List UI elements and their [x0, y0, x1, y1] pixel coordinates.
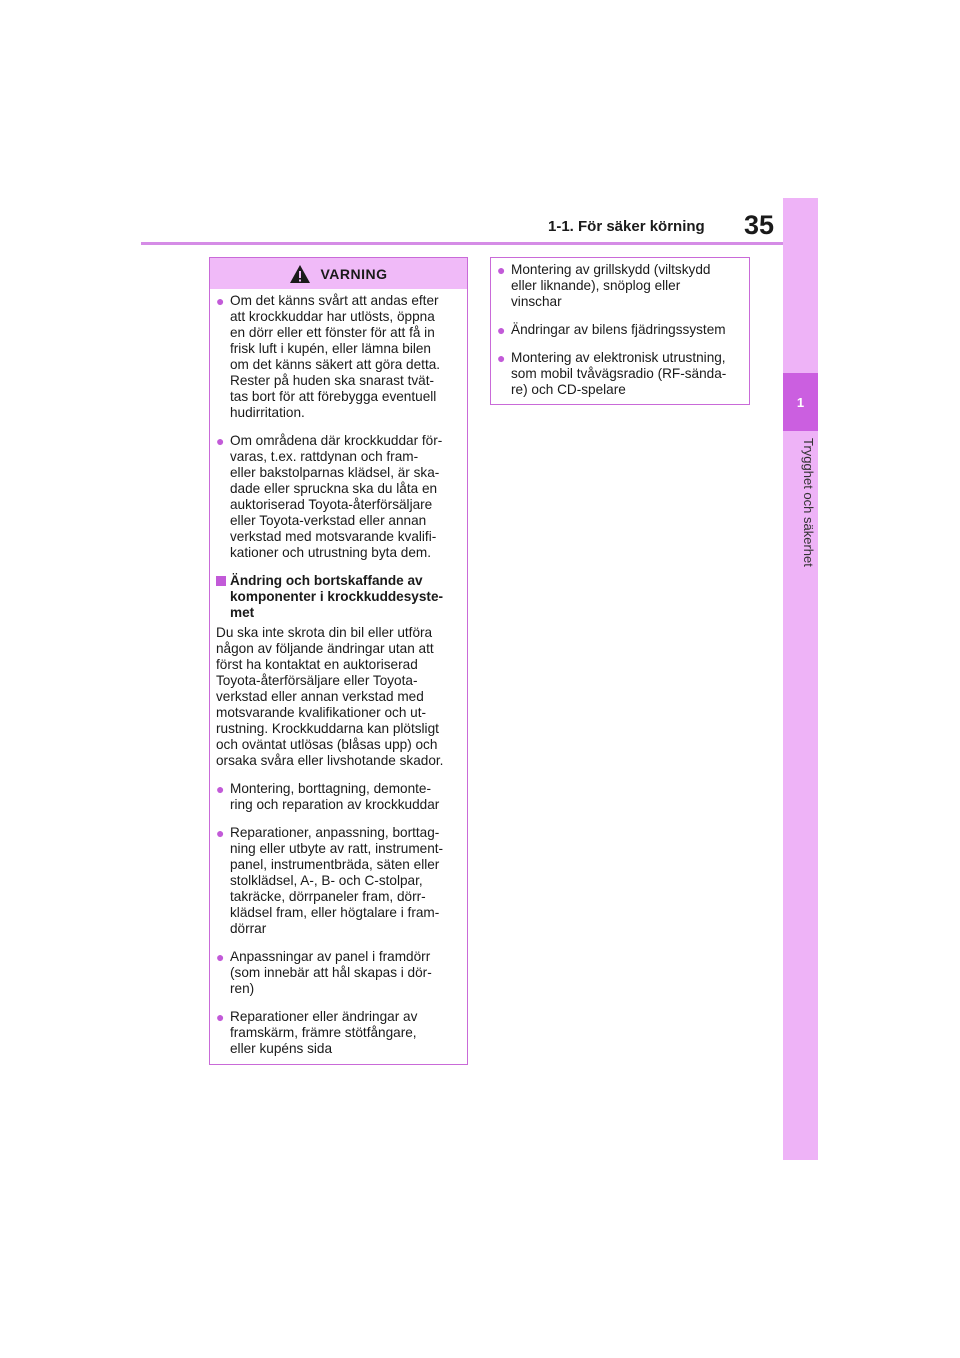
list-item [497, 350, 743, 398]
subheading-text: Ändring och bortskaffande av komponenter i krockkuddesyste- met [230, 573, 444, 620]
list-item [497, 262, 743, 310]
square-bullet-icon [216, 573, 230, 621]
warning-header [210, 258, 467, 289]
subheading [216, 573, 461, 621]
bullet-icon: ● [216, 781, 225, 797]
bullet-icon: ● [216, 433, 225, 449]
warning-box [209, 257, 468, 1065]
list-item [216, 781, 461, 813]
chapter-number: 1 [783, 373, 818, 431]
list-item-text: Reparationer eller ändringar av framskärm, främre stötfångare, eller kupéns sida [230, 1009, 418, 1056]
list-item [216, 825, 461, 937]
list-item-text: Anpassningar av panel i framdörr (som innebär att hål skapas i dör- ren) [230, 949, 432, 996]
list-item [216, 949, 461, 997]
list-item [216, 433, 461, 561]
chapter-title: Trygghet och säkerhet [801, 438, 816, 567]
list-item-text: Montering av grillskydd (viltskydd eller liknande), snöplog eller vinschar [511, 262, 711, 309]
bullet-icon: ● [216, 293, 225, 309]
list-item-text: Montering, borttagning, demonte- ring och reparation av krockkuddar [230, 781, 440, 812]
list-item [497, 322, 743, 338]
bullet-icon: ● [216, 949, 225, 965]
list-item [216, 293, 461, 421]
bullet-icon: ● [497, 262, 506, 278]
list-item-text: Reparationer, anpassning, borttag- ning eller utbyte av ratt, instrument- panel, instrumentbräda, säten eller stolklädsel, A-, B- och C-stolpar, takräcke, dörrpaneler fram, dörr- klädsel fram, eller högtalare i fram- dörrar [230, 825, 444, 936]
list-item-text: Ändringar av bilens fjädringssystem [511, 322, 726, 337]
list-item-text: Montering av elektronisk utrustning, som mobil tvåvägsradio (RF-sända- re) och CD-spelare [511, 350, 727, 397]
bullet-icon: ● [497, 350, 506, 366]
warning-continued-box [490, 257, 750, 405]
list-item [216, 1009, 461, 1057]
bullet-icon: ● [497, 322, 506, 338]
chapter-side-tab [783, 198, 818, 1160]
header-divider [141, 242, 783, 245]
list-item-text: Om det känns svårt att andas efter att krockkuddar har utlösts, öppna en dörr eller ett fönster för att få in frisk luft i kupén, eller lämna bilen om det känns säkert att göra detta. Rester på huden ska snarast tvät- tas bort för att förebygga eventuell hudirritation. [230, 293, 441, 420]
section-title: 1-1. För säker körning [548, 218, 705, 235]
bullet-icon: ● [216, 1009, 225, 1025]
list-item-text: Om områdena där krockkuddar för- varas, t.ex. rattdynan och fram- eller bakstolparnas klädsel, är ska- dade eller spruckna ska du låta en auktoriserad Toyota-återförsäljare eller Toyota-verkstad eller annan verkstad med motsvarande kvalifi- kationer och utrustning byta dem. [230, 433, 443, 560]
warning-triangle-icon [289, 264, 311, 284]
bullet-icon: ● [216, 825, 225, 841]
warning-body [210, 289, 467, 1057]
warning-title: VARNING [320, 265, 388, 282]
page-number: 35 [744, 210, 775, 240]
paragraph: Du ska inte skrota din bil eller utföra någon av följande ändringar utan att först ha kontaktat en auktoriserad Toyota-återförsäljare eller Toyota- verkstad eller annan verkstad med motsvarande kvalifikationer och ut- rustning. Krockkuddarna kan plötsligt och oväntat utlösas (blåsas upp) och orsaka svåra eller livshotande skador. [216, 625, 444, 768]
